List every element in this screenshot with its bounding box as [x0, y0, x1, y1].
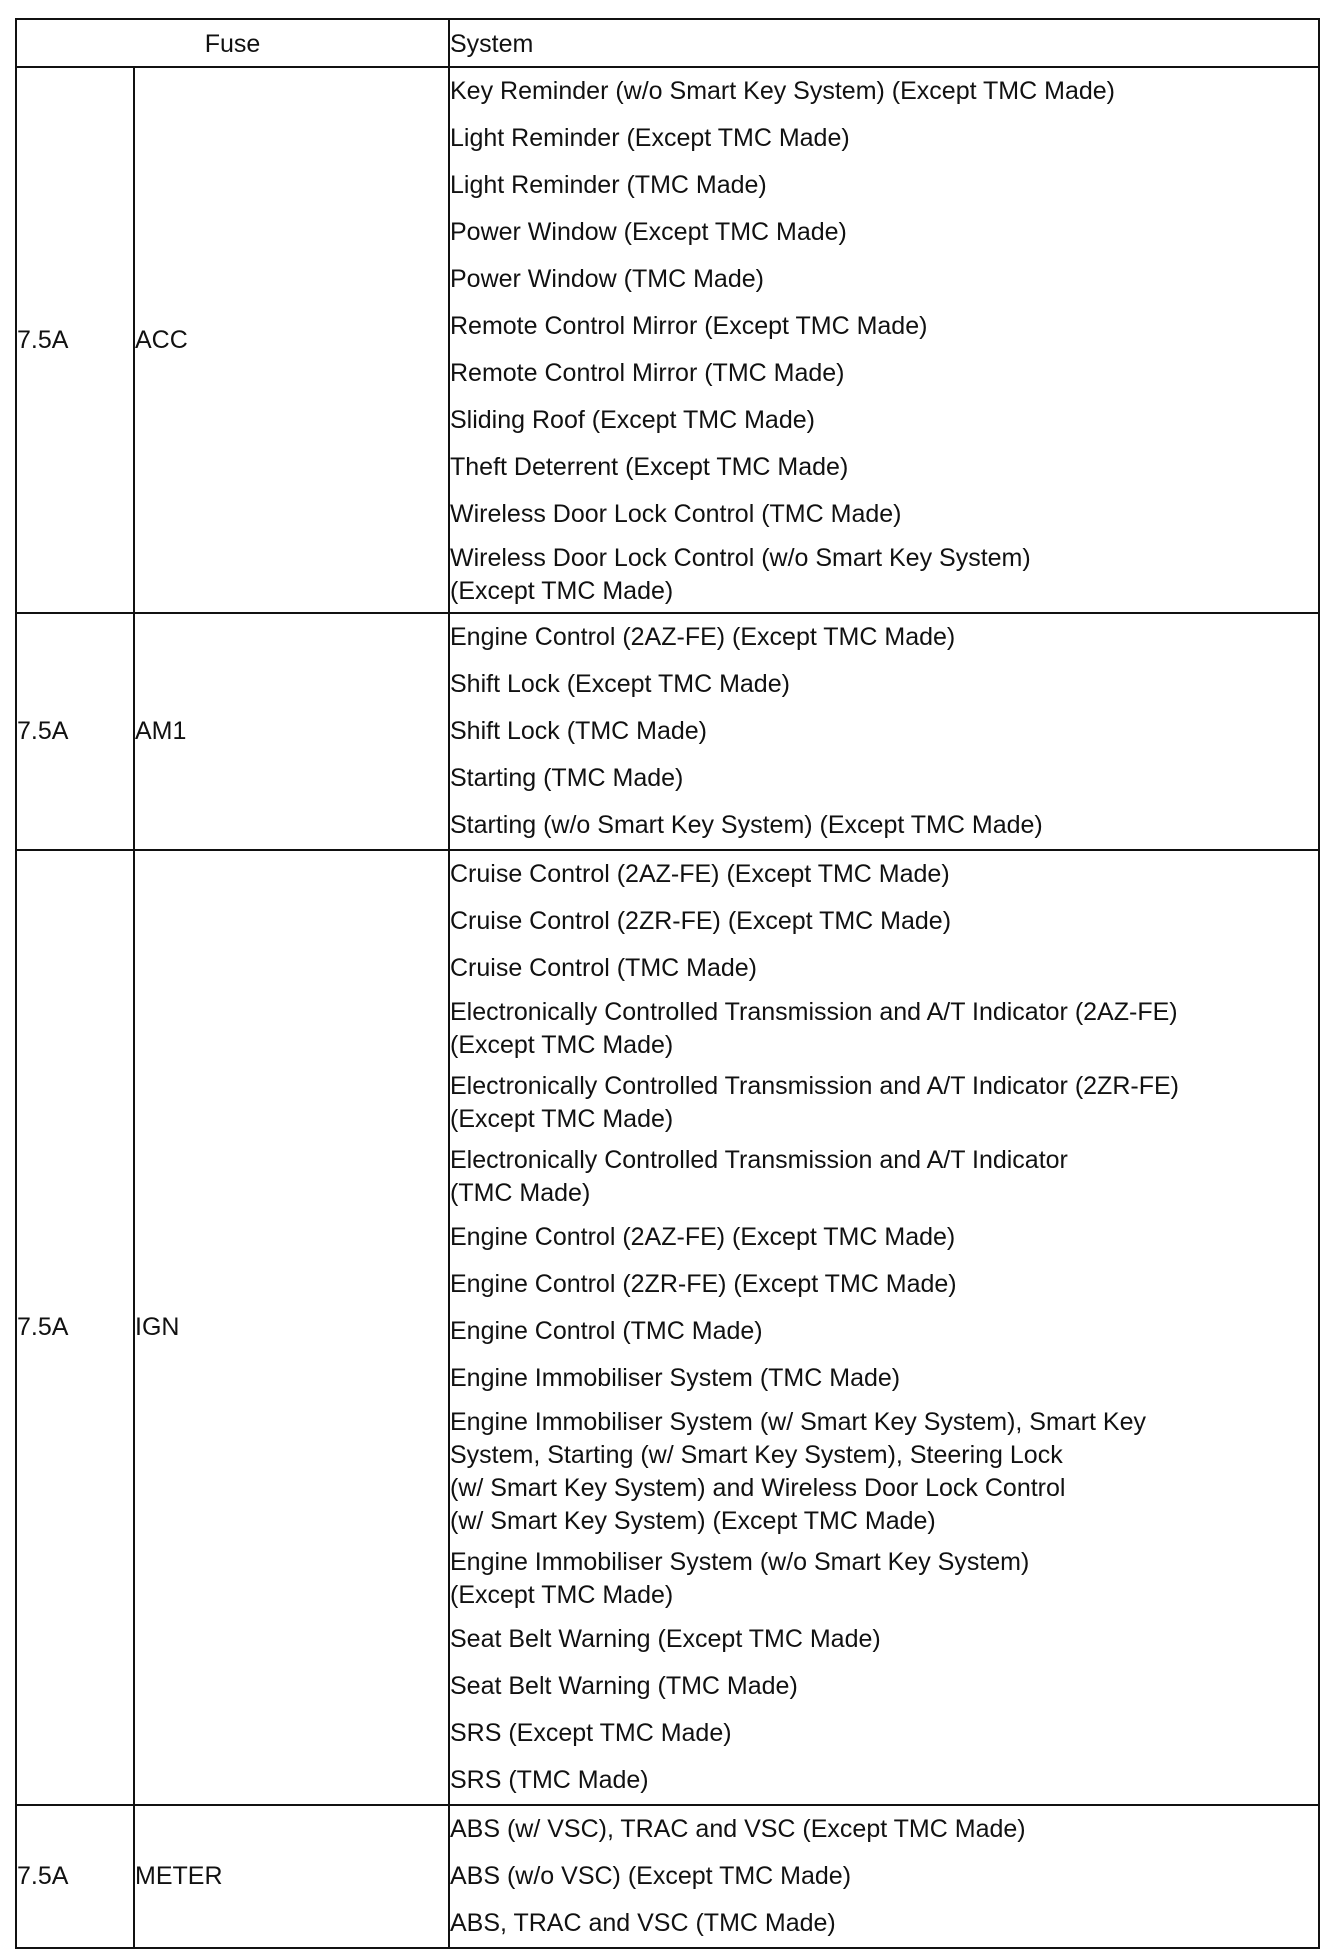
system-item	[450, 898, 1318, 945]
system-item	[450, 1710, 1318, 1757]
system-item-text: ABS (w/o VSC) (Except TMC Made)	[450, 1862, 852, 1890]
system-item	[450, 1214, 1318, 1261]
system-item-text: Cruise Control (TMC Made)	[450, 954, 758, 982]
fuse-row	[16, 613, 1319, 850]
system-item	[450, 444, 1318, 491]
system-item	[450, 538, 1318, 612]
system-item-text: Light Reminder (TMC Made)	[450, 171, 767, 199]
system-item-text: Seat Belt Warning (TMC Made)	[450, 1672, 798, 1700]
system-item-text: Cruise Control (2AZ-FE) (Except TMC Made)	[450, 860, 950, 888]
system-list	[449, 67, 1319, 613]
system-list	[449, 613, 1319, 850]
system-item-text: Remote Control Mirror (Except TMC Made)	[450, 312, 928, 340]
system-item-text: Electronically Controlled Transmission and A/T Indicator (2AZ-FE) (Except TMC Made)	[450, 998, 1178, 1059]
fuse-table-body	[16, 67, 1319, 1948]
system-list	[449, 850, 1319, 1805]
system-item	[450, 1663, 1318, 1710]
system-item-text: Engine Immobiliser System (w/o Smart Key System) (Except TMC Made)	[450, 1548, 1030, 1609]
system-item	[450, 1900, 1318, 1947]
system-item	[450, 1261, 1318, 1308]
system-item-text: Shift Lock (Except TMC Made)	[450, 670, 790, 698]
header-system: System	[449, 19, 1319, 67]
system-item-text: Starting (TMC Made)	[450, 764, 684, 792]
system-item	[450, 1402, 1318, 1542]
system-item-text: Light Reminder (Except TMC Made)	[450, 124, 850, 152]
system-item-text: Power Window (TMC Made)	[450, 265, 764, 293]
system-item	[450, 1757, 1318, 1804]
system-item-text: Shift Lock (TMC Made)	[450, 717, 708, 745]
system-item-text: Starting (w/o Smart Key System) (Except TMC Made)	[450, 811, 1043, 839]
system-item-text: Wireless Door Lock Control (TMC Made)	[450, 500, 902, 528]
system-list	[449, 1805, 1319, 1948]
system-item	[450, 802, 1318, 849]
system-item	[450, 162, 1318, 209]
system-item-text: Engine Immobiliser System (w/ Smart Key System), Smart Key System, Starting (w/ Smart Key System), Steering Lock (w/ Smart Key System) and Wireless Door Lock Control (w/ Smart Key System) (Except TMC Made)	[450, 1408, 1147, 1535]
fuse-amperage: 7.5A	[16, 67, 134, 613]
fuse-table	[15, 18, 1320, 1949]
system-item	[450, 1616, 1318, 1663]
system-item	[450, 755, 1318, 802]
system-item	[450, 992, 1318, 1066]
fuse-amperage: 7.5A	[16, 1805, 134, 1948]
system-item	[450, 1308, 1318, 1355]
system-item	[450, 945, 1318, 992]
system-item	[450, 1806, 1318, 1853]
system-item-text: Remote Control Mirror (TMC Made)	[450, 359, 845, 387]
fuse-amperage: 7.5A	[16, 613, 134, 850]
fuse-name: IGN	[134, 850, 449, 1805]
system-item-text: ABS, TRAC and VSC (TMC Made)	[450, 1909, 836, 1937]
header-fuse: Fuse	[16, 19, 449, 67]
fuse-name: ACC	[134, 67, 449, 613]
system-item	[450, 851, 1318, 898]
system-item-text: ABS (w/ VSC), TRAC and VSC (Except TMC Made)	[450, 1815, 1026, 1843]
system-item-text: Theft Deterrent (Except TMC Made)	[450, 453, 849, 481]
system-item-text: Engine Control (2AZ-FE) (Except TMC Made)	[450, 1223, 956, 1251]
system-item-text: Cruise Control (2ZR-FE) (Except TMC Made)	[450, 907, 952, 935]
system-item	[450, 1355, 1318, 1402]
fuse-name: AM1	[134, 613, 449, 850]
fuse-row	[16, 850, 1319, 1805]
system-item	[450, 209, 1318, 256]
system-item	[450, 397, 1318, 444]
system-item-text: Electronically Controlled Transmission and A/T Indicator (TMC Made)	[450, 1146, 1068, 1207]
system-item	[450, 350, 1318, 397]
system-item-text: Wireless Door Lock Control (w/o Smart Key System) (Except TMC Made)	[450, 544, 1031, 605]
system-item	[450, 1542, 1318, 1616]
system-item-text: Engine Immobiliser System (TMC Made)	[450, 1364, 901, 1392]
system-item-text: Engine Control (TMC Made)	[450, 1317, 763, 1345]
system-item-text: SRS (Except TMC Made)	[450, 1719, 732, 1747]
system-item	[450, 1853, 1318, 1900]
system-item	[450, 303, 1318, 350]
system-item	[450, 491, 1318, 538]
system-item-text: Engine Control (2AZ-FE) (Except TMC Made)	[450, 623, 956, 651]
system-item-text: Seat Belt Warning (Except TMC Made)	[450, 1625, 881, 1653]
system-item	[450, 68, 1318, 115]
system-item	[450, 115, 1318, 162]
fuse-amperage: 7.5A	[16, 850, 134, 1805]
system-item	[450, 1066, 1318, 1140]
system-item-text: Electronically Controlled Transmission and A/T Indicator (2ZR-FE) (Except TMC Made)	[450, 1072, 1179, 1133]
fuse-name: METER	[134, 1805, 449, 1948]
system-item-text: Sliding Roof (Except TMC Made)	[450, 406, 815, 434]
system-item	[450, 1140, 1318, 1214]
system-item-text: Engine Control (2ZR-FE) (Except TMC Made)	[450, 1270, 957, 1298]
system-item	[450, 708, 1318, 755]
system-item-text: Power Window (Except TMC Made)	[450, 218, 847, 246]
system-item-text: SRS (TMC Made)	[450, 1766, 649, 1794]
header-row	[16, 19, 1319, 67]
system-item-text: Key Reminder (w/o Smart Key System) (Except TMC Made)	[450, 77, 1115, 105]
system-item	[450, 614, 1318, 661]
fuse-row	[16, 67, 1319, 613]
system-item	[450, 256, 1318, 303]
system-item	[450, 661, 1318, 708]
fuse-row	[16, 1805, 1319, 1948]
